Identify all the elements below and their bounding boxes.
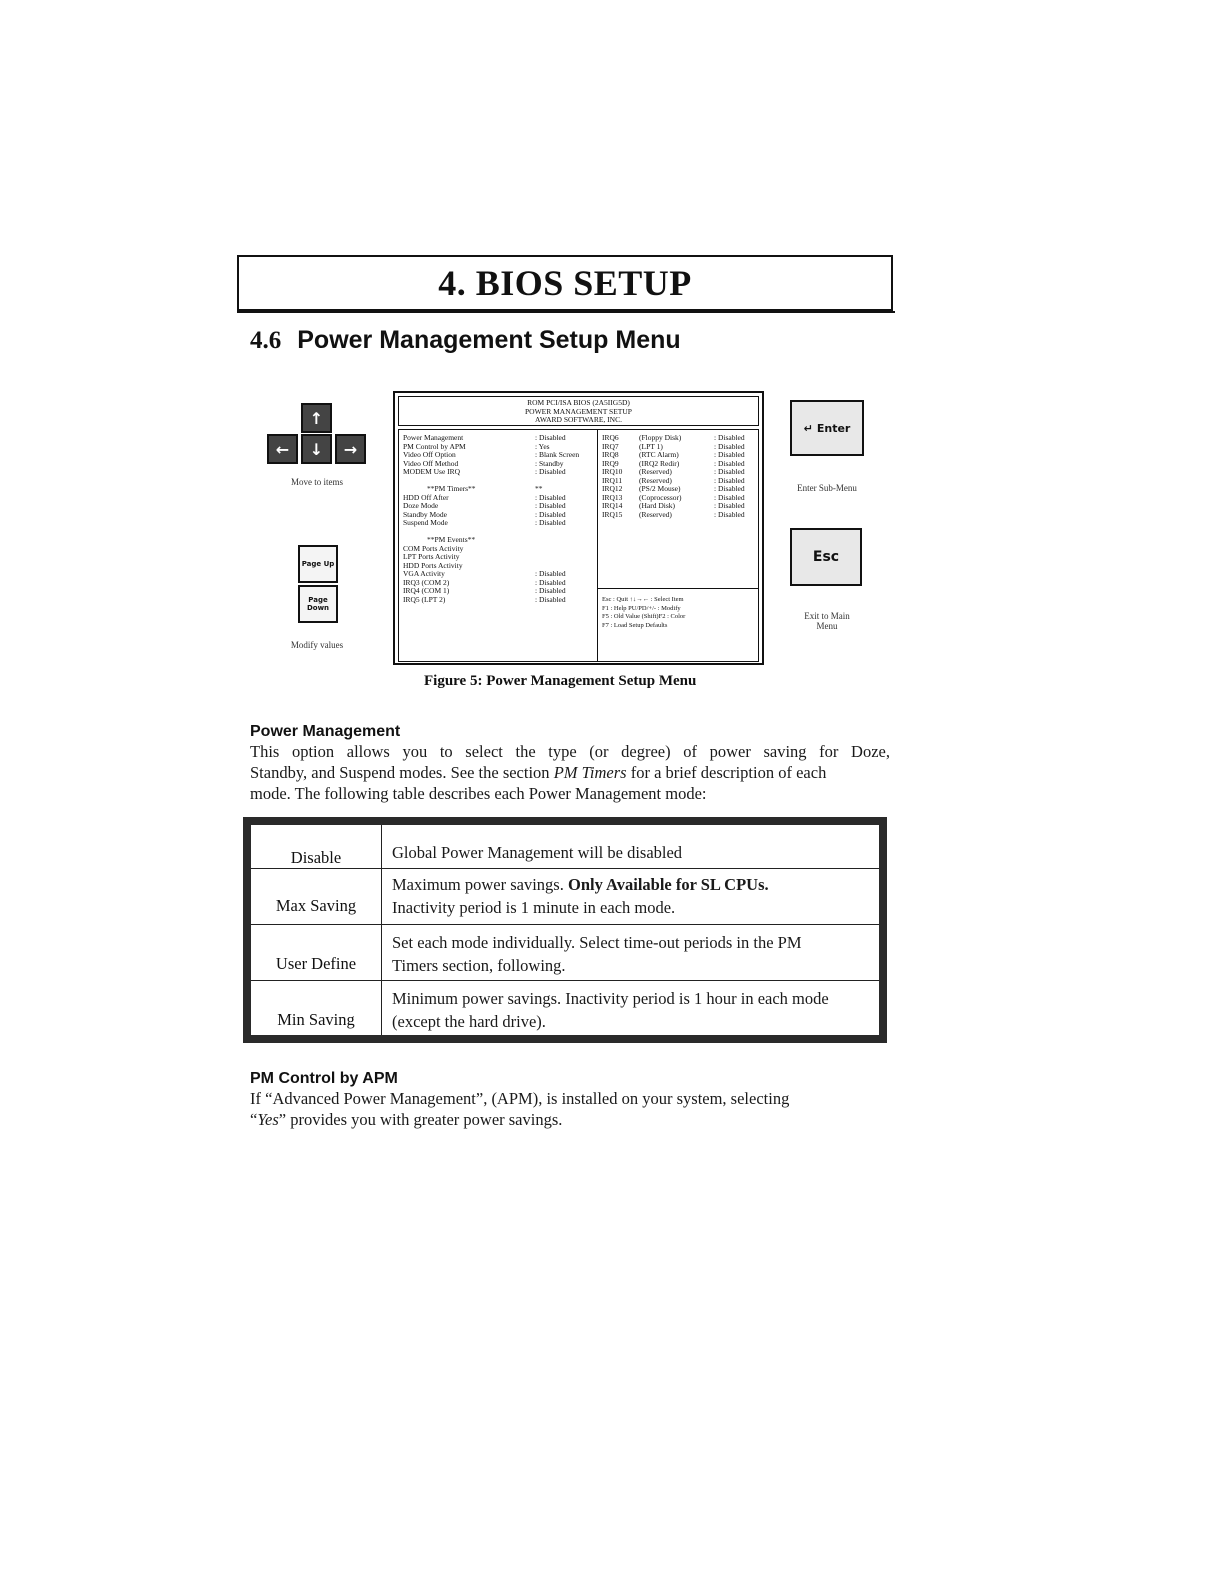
page-up-key-icon bbox=[298, 545, 338, 583]
bios-header-line: POWER MANAGEMENT SETUP bbox=[525, 406, 632, 416]
table-row bbox=[251, 825, 879, 869]
bios-irq-label: IRQ8 bbox=[602, 450, 619, 459]
mode-description-line: Minimum power savings. Inactivity period is 1 hour in each mode bbox=[392, 989, 829, 1008]
bios-header-line: AWARD SOFTWARE, INC. bbox=[535, 415, 622, 424]
pm-para-line-1: This option allows you to select the type (or degree) of power saving for Doze, bbox=[250, 742, 890, 761]
mode-description bbox=[392, 841, 872, 864]
bios-setting-label[interactable]: HDD Ports Activity bbox=[403, 560, 463, 570]
enter-key-label: Enter bbox=[816, 421, 851, 435]
bios-setting-label[interactable]: Standby Mode bbox=[403, 509, 447, 519]
mode-description bbox=[392, 987, 872, 1033]
apm-paragraph bbox=[250, 1088, 890, 1130]
bios-help-line: Esc : Quit ↑↓→← : Select Item bbox=[602, 596, 684, 603]
bios-help-line: F1 : Help PU/PD/+/- : Modify bbox=[602, 604, 681, 612]
bios-irq-value[interactable]: : Disabled bbox=[714, 441, 745, 451]
esc-key-label: Esc bbox=[812, 549, 840, 565]
pm-para-text: for a brief description of each bbox=[626, 763, 827, 782]
bios-irq-device: (Reserved) bbox=[639, 475, 672, 485]
section-title-text: Power Management Setup Menu bbox=[297, 326, 681, 354]
bios-setting-value[interactable]: : Disabled bbox=[535, 518, 566, 527]
bios-irq-label: IRQ6 bbox=[602, 433, 619, 442]
bios-irq-value[interactable]: : Disabled bbox=[714, 475, 745, 485]
exit-caption-2: Menu bbox=[816, 621, 838, 631]
apm-para-line-2 bbox=[250, 1109, 890, 1130]
bios-irq-label: IRQ13 bbox=[602, 492, 623, 502]
bios-irq-device: (Reserved) bbox=[639, 509, 672, 519]
apm-para-text: “ bbox=[250, 1110, 258, 1129]
bios-irq-device: (RTC Alarm) bbox=[639, 450, 679, 459]
apm-heading: PM Control by APM bbox=[250, 1070, 398, 1087]
modify-caption: Modify values bbox=[290, 640, 344, 650]
mode-name: Disable bbox=[290, 848, 342, 867]
bios-irq-value[interactable]: : Disabled bbox=[714, 501, 745, 510]
bios-setting-value[interactable]: : Disabled bbox=[535, 594, 566, 604]
bios-header bbox=[398, 396, 759, 426]
chapter-banner bbox=[237, 255, 893, 311]
bios-setting-label[interactable]: MODEM Use IRQ bbox=[403, 467, 461, 476]
pm-timers-reference: PM Timers bbox=[553, 763, 627, 782]
section-title bbox=[250, 326, 681, 355]
bios-irq-value[interactable]: : Disabled bbox=[714, 509, 745, 519]
bios-setting-value[interactable]: : Disabled bbox=[535, 586, 566, 595]
bios-setting-label[interactable]: IRQ5 (LPT 2) bbox=[403, 594, 446, 604]
mode-description-text: Maximum power savings. bbox=[392, 875, 568, 894]
apm-para-text: ” provides you with greater power savings. bbox=[278, 1110, 563, 1129]
mode-description-line: (except the hard drive). bbox=[392, 1012, 546, 1031]
power-management-paragraph bbox=[250, 741, 890, 804]
page-down-key-label: Page Down bbox=[306, 596, 330, 612]
bios-irq-label: IRQ14 bbox=[602, 501, 623, 510]
bios-setting-value[interactable]: : Disabled bbox=[535, 509, 566, 519]
mode-description-emphasis: Only Available for SL CPUs. bbox=[567, 875, 769, 894]
mode-description-line: Inactivity period is 1 minute in each mode. bbox=[392, 898, 676, 917]
bios-irq-value[interactable]: : Disabled bbox=[714, 467, 745, 476]
bios-setting-label[interactable]: Video Off Method bbox=[403, 458, 459, 468]
enter-key-icon bbox=[790, 400, 864, 456]
bios-setting-value[interactable]: : Blank Screen bbox=[535, 450, 580, 459]
arrow-up-key-icon: ↑ bbox=[301, 403, 332, 433]
bios-help-divider bbox=[597, 588, 759, 589]
chapter-title: 4. BIOS SETUP bbox=[438, 263, 692, 303]
bios-setting-label[interactable]: PM Control by APM bbox=[403, 441, 466, 451]
page-up-key-label: Page Up bbox=[301, 560, 335, 568]
arrow-left-key-icon: ← bbox=[267, 434, 298, 464]
exit-caption-1: Exit to Main bbox=[804, 611, 850, 621]
bios-setting-value[interactable]: : Yes bbox=[535, 441, 550, 451]
figure-caption: Figure 5: Power Management Setup Menu bbox=[424, 673, 697, 689]
mode-description-line bbox=[392, 873, 872, 896]
bios-setting-label[interactable]: HDD Off After bbox=[403, 492, 449, 502]
bios-setting-value[interactable]: : Disabled bbox=[535, 492, 566, 502]
bios-setting-label[interactable]: Power Management bbox=[403, 433, 464, 442]
mode-description-line: Set each mode individually. Select time-out periods in the PM bbox=[392, 933, 802, 952]
bios-setting-value[interactable]: : Standby bbox=[535, 458, 564, 468]
bios-irq-value[interactable]: : Disabled bbox=[714, 458, 745, 468]
bios-irq-label: IRQ12 bbox=[602, 484, 623, 493]
pm-para-line-3: mode. The following table describes each Power Management mode: bbox=[250, 784, 707, 803]
bios-setting-label[interactable]: Video Off Option bbox=[403, 450, 456, 459]
mode-description-line: Global Power Management will be disabled bbox=[392, 843, 683, 862]
bios-irq-label: IRQ15 bbox=[602, 509, 623, 519]
bios-setting-value[interactable]: ** bbox=[535, 484, 543, 493]
enter-caption: Enter Sub-Menu bbox=[797, 483, 857, 493]
mode-description bbox=[392, 873, 872, 919]
apm-para-line-1: If “Advanced Power Management”, (APM), is installed on your system, selecting bbox=[250, 1089, 790, 1108]
bios-help-line: F7 : Load Setup Defaults bbox=[602, 621, 668, 629]
bios-irq-label: IRQ11 bbox=[602, 475, 623, 485]
move-caption: Move to items bbox=[291, 477, 343, 487]
mode-name: Min Saving bbox=[277, 1010, 355, 1029]
bios-setting-label[interactable]: IRQ3 (COM 2) bbox=[403, 577, 450, 587]
bios-setting-label[interactable]: Doze Mode bbox=[403, 501, 439, 510]
bios-body bbox=[398, 429, 759, 662]
pm-para-line-2 bbox=[250, 762, 890, 783]
bios-setting-value[interactable]: : Disabled bbox=[535, 433, 566, 442]
apm-yes-value: Yes bbox=[257, 1110, 279, 1129]
bios-irq-device: (Reserved) bbox=[639, 467, 672, 476]
arrow-right-key-icon: → bbox=[335, 434, 366, 464]
bios-header-line: ROM PCI/ISA BIOS (2A5IIG5D) bbox=[527, 398, 630, 407]
table-row bbox=[251, 981, 879, 1035]
section-number: 4.6 bbox=[250, 327, 282, 354]
enter-arrow-icon: ↵ bbox=[803, 421, 813, 435]
power-management-heading: Power Management bbox=[250, 723, 401, 740]
bios-setting-value[interactable]: : Disabled bbox=[535, 569, 566, 578]
table-row bbox=[251, 869, 879, 925]
bios-irq-value[interactable]: : Disabled bbox=[714, 433, 745, 442]
mode-name: User Define bbox=[275, 954, 357, 973]
bios-irq-device: (LPT 1) bbox=[639, 441, 663, 451]
bios-irq-label: IRQ7 bbox=[602, 441, 619, 451]
power-modes-table bbox=[243, 817, 887, 1043]
bios-setting-value[interactable]: : Disabled bbox=[535, 501, 566, 510]
mode-description bbox=[392, 931, 872, 977]
bios-divider bbox=[597, 430, 598, 661]
bios-irq-label: IRQ10 bbox=[602, 467, 623, 476]
bios-screen bbox=[393, 391, 764, 665]
bios-setting-label[interactable]: VGA Activity bbox=[403, 569, 445, 578]
chapter-rule bbox=[237, 311, 895, 313]
pm-para-text: Standby, and Suspend modes. See the section bbox=[250, 763, 554, 782]
bios-irq-device: (Hard Disk) bbox=[639, 501, 676, 510]
arrow-down-key-icon: ↓ bbox=[301, 434, 332, 464]
bios-setting-label[interactable]: **PM Timers** bbox=[427, 484, 476, 493]
bios-setting-value[interactable]: : Disabled bbox=[535, 467, 566, 476]
table-row bbox=[251, 925, 879, 981]
bios-setting-label[interactable]: **PM Events** bbox=[427, 535, 476, 544]
bios-irq-device: (Coprocessor) bbox=[639, 492, 682, 502]
bios-irq-value[interactable]: : Disabled bbox=[714, 484, 745, 493]
bios-irq-device: (IRQ2 Redir) bbox=[639, 458, 680, 468]
esc-key-icon bbox=[790, 528, 862, 586]
bios-help-line: F5 : Old Value (Shift)F2 : Color bbox=[602, 613, 686, 620]
bios-setting-value[interactable]: : Disabled bbox=[535, 577, 566, 587]
bios-setting-label[interactable]: COM Ports Activity bbox=[403, 543, 464, 553]
bios-irq-value[interactable]: : Disabled bbox=[714, 492, 745, 502]
bios-irq-label: IRQ9 bbox=[602, 458, 619, 468]
bios-irq-device: (PS/2 Mouse) bbox=[639, 484, 681, 493]
page-down-key-icon bbox=[298, 585, 338, 623]
bios-setting-label[interactable]: Suspend Mode bbox=[403, 518, 448, 527]
mode-name: Max Saving bbox=[275, 896, 357, 915]
bios-setting-label[interactable]: LPT Ports Activity bbox=[403, 552, 460, 561]
bios-irq-value[interactable]: : Disabled bbox=[714, 450, 745, 459]
bios-setting-label[interactable]: IRQ4 (COM 1) bbox=[403, 586, 450, 595]
bios-irq-device: (Floppy Disk) bbox=[639, 433, 682, 442]
mode-description-line: Timers section, following. bbox=[392, 956, 566, 975]
